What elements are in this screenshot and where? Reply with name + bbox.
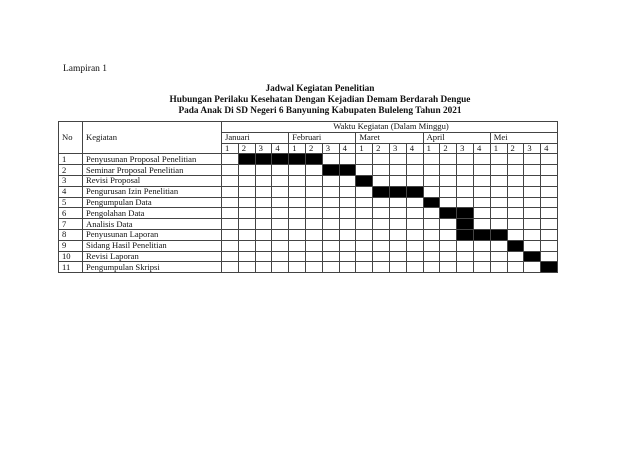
schedule-cell: [541, 175, 558, 186]
schedule-cell: [272, 197, 289, 208]
schedule-cell: [322, 186, 339, 197]
schedule-cell: [373, 165, 390, 176]
schedule-cell: [356, 165, 373, 176]
week-header: 2: [440, 143, 457, 154]
activity-name: Seminar Proposal Penelitian: [83, 165, 222, 176]
schedule-cell: [440, 240, 457, 251]
schedule-cell: [524, 262, 541, 273]
schedule-cell: [289, 165, 306, 176]
week-header: 4: [473, 143, 490, 154]
schedule-cell: [473, 186, 490, 197]
schedule-cell: [457, 154, 474, 165]
schedule-cell-active: [457, 219, 474, 230]
schedule-cell: [238, 175, 255, 186]
title-line-2: Hubungan Perilaku Kesehatan Dengan Kejadian Demam Berdarah Dengue: [169, 95, 471, 105]
schedule-cell-active: [339, 165, 356, 176]
row-number: 8: [59, 229, 83, 240]
schedule-cell: [541, 208, 558, 219]
schedule-cell: [222, 219, 239, 230]
activity-name: Analisis Data: [83, 219, 222, 230]
month-header-februari: Februari: [289, 132, 356, 143]
schedule-cell: [373, 197, 390, 208]
schedule-cell: [322, 240, 339, 251]
schedule-cell: [289, 240, 306, 251]
schedule-cell: [373, 208, 390, 219]
schedule-cell: [339, 175, 356, 186]
schedule-cell: [238, 240, 255, 251]
schedule-cell: [524, 175, 541, 186]
schedule-cell: [524, 197, 541, 208]
schedule-cell: [423, 165, 440, 176]
schedule-cell: [305, 251, 322, 262]
schedule-cell: [490, 240, 507, 251]
schedule-cell: [423, 251, 440, 262]
schedule-cell: [440, 197, 457, 208]
schedule-cell: [524, 219, 541, 230]
schedule-cell: [339, 229, 356, 240]
schedule-cell: [322, 197, 339, 208]
schedule-cell: [255, 197, 272, 208]
schedule-cell: [507, 262, 524, 273]
month-header-mei: Mei: [490, 132, 557, 143]
schedule-cell: [406, 240, 423, 251]
activity-name: Pengumpulan Data: [83, 197, 222, 208]
schedule-cell: [238, 219, 255, 230]
schedule-cell: [222, 251, 239, 262]
schedule-cell: [473, 154, 490, 165]
schedule-cell: [440, 229, 457, 240]
appendix-label: Lampiran 1: [63, 64, 108, 74]
schedule-cell: [373, 175, 390, 186]
schedule-cell: [255, 262, 272, 273]
schedule-cell: [305, 197, 322, 208]
schedule-cell: [373, 154, 390, 165]
schedule-cell-active: [457, 229, 474, 240]
schedule-cell: [389, 229, 406, 240]
title-line-3: Pada Anak Di SD Negeri 6 Banyuning Kabupaten Buleleng Tahun 2021: [178, 106, 462, 116]
schedule-cell-active: [389, 186, 406, 197]
schedule-cell: [339, 240, 356, 251]
schedule-cell-active: [524, 251, 541, 262]
week-header: 1: [289, 143, 306, 154]
week-header: 4: [339, 143, 356, 154]
week-header: 2: [238, 143, 255, 154]
schedule-cell-active: [238, 154, 255, 165]
schedule-cell: [389, 251, 406, 262]
schedule-cell-active: [272, 154, 289, 165]
schedule-cell: [490, 251, 507, 262]
schedule-cell: [389, 240, 406, 251]
row-number: 4: [59, 186, 83, 197]
schedule-cell: [356, 154, 373, 165]
schedule-cell: [289, 186, 306, 197]
schedule-cell: [440, 186, 457, 197]
schedule-cell: [222, 240, 239, 251]
schedule-cell: [289, 197, 306, 208]
schedule-cell: [373, 219, 390, 230]
schedule-cell: [222, 229, 239, 240]
month-header-maret: Maret: [356, 132, 423, 143]
schedule-cell: [272, 165, 289, 176]
schedule-cell: [473, 208, 490, 219]
schedule-cell: [305, 229, 322, 240]
schedule-cell: [457, 251, 474, 262]
table-row: [59, 251, 558, 262]
schedule-cell: [406, 197, 423, 208]
row-number: 3: [59, 175, 83, 186]
schedule-cell: [524, 229, 541, 240]
schedule-cell: [423, 219, 440, 230]
week-header: 4: [406, 143, 423, 154]
schedule-cell: [406, 208, 423, 219]
row-number: 5: [59, 197, 83, 208]
schedule-cell: [457, 175, 474, 186]
schedule-cell: [356, 186, 373, 197]
schedule-cell: [406, 262, 423, 273]
schedule-cell: [423, 186, 440, 197]
schedule-cell: [507, 229, 524, 240]
schedule-cell: [406, 219, 423, 230]
schedule-cell: [322, 251, 339, 262]
schedule-cell: [238, 165, 255, 176]
schedule-cell: [272, 240, 289, 251]
schedule-cell: [406, 229, 423, 240]
schedule-cell: [473, 197, 490, 208]
schedule-cell: [305, 219, 322, 230]
schedule-cell: [389, 219, 406, 230]
week-header: 1: [356, 143, 373, 154]
schedule-cell: [524, 165, 541, 176]
schedule-cell: [490, 165, 507, 176]
row-number: 9: [59, 240, 83, 251]
schedule-cell: [238, 262, 255, 273]
table-row: [59, 186, 558, 197]
title-line-1: Jadwal Kegiatan Penelitian: [265, 84, 375, 94]
header-time: Waktu Kegiatan (Dalam Minggu): [222, 122, 558, 133]
schedule-cell: [440, 262, 457, 273]
table-row: [59, 208, 558, 219]
schedule-cell: [389, 175, 406, 186]
schedule-cell: [289, 219, 306, 230]
schedule-cell: [322, 219, 339, 230]
schedule-cell: [541, 186, 558, 197]
activity-name: Pengumpulan Skripsi: [83, 262, 222, 273]
schedule-cell: [222, 197, 239, 208]
schedule-cell: [406, 175, 423, 186]
schedule-cell: [524, 240, 541, 251]
week-header: 2: [305, 143, 322, 154]
schedule-cell-active: [457, 208, 474, 219]
schedule-cell: [339, 197, 356, 208]
schedule-cell: [490, 186, 507, 197]
schedule-cell: [423, 208, 440, 219]
schedule-cell: [289, 175, 306, 186]
schedule-cell: [423, 175, 440, 186]
schedule-cell: [322, 208, 339, 219]
schedule-cell: [541, 197, 558, 208]
month-header-januari: Januari: [222, 132, 289, 143]
row-number: 1: [59, 154, 83, 165]
week-header: 2: [373, 143, 390, 154]
schedule-cell: [222, 186, 239, 197]
schedule-cell: [373, 251, 390, 262]
schedule-cell: [373, 229, 390, 240]
schedule-cell: [238, 208, 255, 219]
schedule-cell: [440, 165, 457, 176]
schedule-cell: [473, 219, 490, 230]
schedule-cell: [356, 251, 373, 262]
schedule-cell: [490, 262, 507, 273]
schedule-cell: [222, 208, 239, 219]
schedule-cell: [389, 197, 406, 208]
schedule-cell: [373, 240, 390, 251]
table-row: [59, 240, 558, 251]
schedule-cell: [356, 240, 373, 251]
schedule-cell: [289, 208, 306, 219]
schedule-cell: [490, 197, 507, 208]
schedule-cell: [423, 154, 440, 165]
schedule-cell: [473, 175, 490, 186]
schedule-cell: [289, 262, 306, 273]
schedule-cell: [541, 165, 558, 176]
schedule-cell: [255, 175, 272, 186]
table-row: [59, 262, 558, 273]
schedule-cell: [305, 208, 322, 219]
schedule-cell: [356, 197, 373, 208]
week-header: 3: [322, 143, 339, 154]
schedule-cell: [507, 197, 524, 208]
activity-name: Penyusunan Proposal Penelitian: [83, 154, 222, 165]
week-header: 1: [490, 143, 507, 154]
schedule-cell: [440, 154, 457, 165]
schedule-cell-active: [473, 229, 490, 240]
week-header: 1: [423, 143, 440, 154]
table-row: [59, 219, 558, 230]
schedule-cell: [272, 262, 289, 273]
schedule-cell: [322, 154, 339, 165]
schedule-cell: [457, 197, 474, 208]
schedule-cell: [423, 240, 440, 251]
schedule-cell-active: [507, 240, 524, 251]
schedule-cell: [238, 251, 255, 262]
schedule-cell: [507, 165, 524, 176]
schedule-cell: [490, 208, 507, 219]
schedule-cell: [440, 251, 457, 262]
header-no: No: [59, 122, 83, 154]
schedule-cell: [339, 262, 356, 273]
schedule-cell: [238, 229, 255, 240]
week-header: 1: [222, 143, 239, 154]
table-row: [59, 197, 558, 208]
schedule-cell: [490, 219, 507, 230]
header-row-time: [59, 122, 558, 133]
schedule-cell: [541, 229, 558, 240]
schedule-cell: [457, 186, 474, 197]
schedule-cell: [406, 251, 423, 262]
schedule-cell: [238, 197, 255, 208]
schedule-cell: [541, 251, 558, 262]
schedule-cell: [473, 251, 490, 262]
schedule-cell: [322, 229, 339, 240]
schedule-cell: [507, 219, 524, 230]
table-row: [59, 154, 558, 165]
schedule-cell: [222, 154, 239, 165]
schedule-cell: [490, 154, 507, 165]
schedule-cell: [356, 219, 373, 230]
schedule-cell: [440, 175, 457, 186]
schedule-cell: [222, 175, 239, 186]
schedule-cell: [406, 165, 423, 176]
header-activity: Kegiatan: [83, 122, 222, 154]
week-header: 4: [541, 143, 558, 154]
activity-name: Revisi Laporan: [83, 251, 222, 262]
schedule-cell: [272, 208, 289, 219]
schedule-cell-active: [305, 154, 322, 165]
month-header-april: April: [423, 132, 490, 143]
schedule-table: [58, 121, 558, 273]
schedule-cell: [524, 186, 541, 197]
schedule-cell: [255, 251, 272, 262]
schedule-cell: [339, 154, 356, 165]
schedule-cell: [507, 208, 524, 219]
activity-name: Pengurusan Izin Penelitian: [83, 186, 222, 197]
week-header: 4: [272, 143, 289, 154]
schedule-cell: [541, 219, 558, 230]
schedule-cell: [524, 208, 541, 219]
schedule-cell-active: [541, 262, 558, 273]
activity-name: Revisi Proposal: [83, 175, 222, 186]
schedule-cell: [473, 165, 490, 176]
schedule-cell: [255, 219, 272, 230]
document-title: [0, 84, 640, 117]
activity-name: Pengolahan Data: [83, 208, 222, 219]
schedule-cell: [524, 154, 541, 165]
schedule-cell: [255, 229, 272, 240]
schedule-cell: [339, 251, 356, 262]
schedule-cell: [255, 186, 272, 197]
week-header: 3: [389, 143, 406, 154]
schedule-cell: [541, 240, 558, 251]
schedule-cell: [389, 262, 406, 273]
row-number: 10: [59, 251, 83, 262]
schedule-cell: [289, 251, 306, 262]
schedule-cell: [222, 165, 239, 176]
schedule-cell: [356, 208, 373, 219]
schedule-cell: [507, 251, 524, 262]
schedule-cell: [389, 154, 406, 165]
week-header: 3: [457, 143, 474, 154]
schedule-cell: [423, 262, 440, 273]
schedule-cell: [305, 186, 322, 197]
activity-name: Penyusunan Laporan: [83, 229, 222, 240]
schedule-cell: [423, 229, 440, 240]
schedule-cell: [339, 186, 356, 197]
schedule-cell-active: [255, 154, 272, 165]
schedule-cell: [490, 175, 507, 186]
row-number: 2: [59, 165, 83, 176]
table-row: [59, 229, 558, 240]
schedule-cell: [406, 154, 423, 165]
schedule-cell: [305, 240, 322, 251]
schedule-cell: [389, 208, 406, 219]
schedule-cell-active: [440, 208, 457, 219]
schedule-cell: [272, 186, 289, 197]
schedule-cell: [373, 262, 390, 273]
week-header: 3: [524, 143, 541, 154]
schedule-cell-active: [289, 154, 306, 165]
schedule-cell: [255, 208, 272, 219]
schedule-cell: [440, 219, 457, 230]
schedule-cell: [473, 262, 490, 273]
schedule-cell: [457, 165, 474, 176]
schedule-cell: [305, 165, 322, 176]
schedule-cell-active: [322, 165, 339, 176]
schedule-cell: [457, 262, 474, 273]
schedule-cell: [272, 251, 289, 262]
schedule-cell: [541, 154, 558, 165]
table-row: [59, 175, 558, 186]
schedule-cell: [272, 229, 289, 240]
schedule-cell: [305, 262, 322, 273]
schedule-cell-active: [356, 175, 373, 186]
activity-name: Sidang Hasil Penelitian: [83, 240, 222, 251]
schedule-cell: [322, 262, 339, 273]
schedule-cell: [255, 165, 272, 176]
schedule-cell: [289, 229, 306, 240]
schedule-cell: [507, 175, 524, 186]
schedule-cell: [507, 154, 524, 165]
schedule-cell: [457, 240, 474, 251]
row-number: 7: [59, 219, 83, 230]
schedule-cell: [272, 175, 289, 186]
schedule-cell: [473, 240, 490, 251]
schedule-cell-active: [373, 186, 390, 197]
schedule-cell: [507, 186, 524, 197]
schedule-cell-active: [406, 186, 423, 197]
schedule-cell-active: [490, 229, 507, 240]
schedule-cell: [238, 186, 255, 197]
schedule-cell: [356, 229, 373, 240]
schedule-cell: [255, 240, 272, 251]
week-header: 2: [507, 143, 524, 154]
schedule-cell: [356, 262, 373, 273]
schedule-cell: [272, 219, 289, 230]
schedule-cell: [339, 219, 356, 230]
schedule-cell: [389, 165, 406, 176]
week-header: 3: [255, 143, 272, 154]
schedule-cell: [222, 262, 239, 273]
schedule-cell: [339, 208, 356, 219]
row-number: 11: [59, 262, 83, 273]
schedule-cell: [305, 175, 322, 186]
schedule-cell-active: [423, 197, 440, 208]
schedule-cell: [322, 175, 339, 186]
row-number: 6: [59, 208, 83, 219]
table-row: [59, 165, 558, 176]
